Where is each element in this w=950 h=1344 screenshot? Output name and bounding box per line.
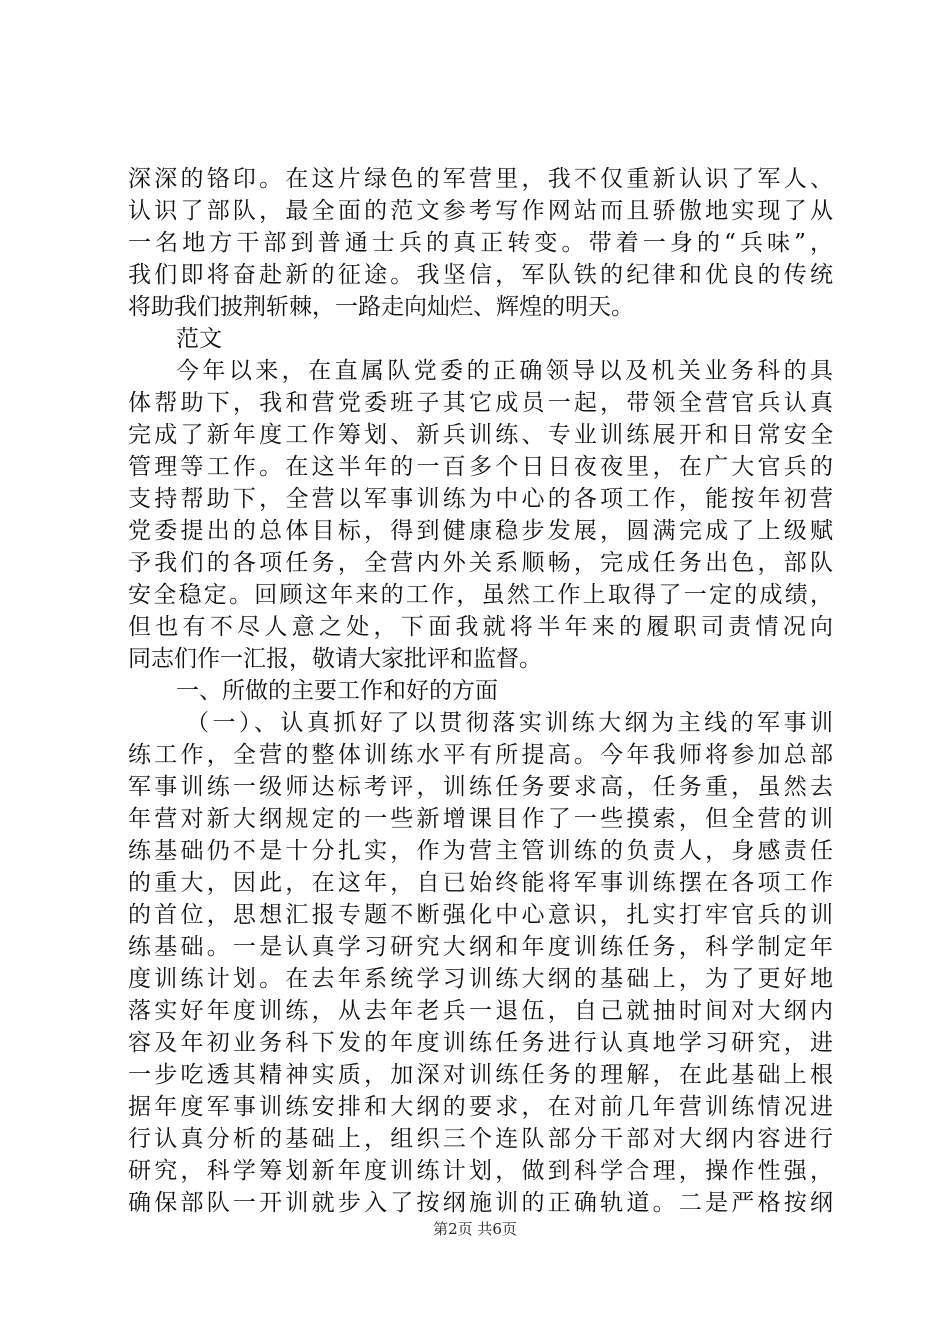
text-line: 完成了新年度工作筹划、新兵训练、专业训练展开和日常安全 [128, 422, 833, 448]
text-line: 我们即将奋赴新的征途。我坚信，军队铁的纪律和优良的传统 [128, 262, 833, 288]
text-line: 管理等工作。在这半年的一百多个日日夜夜里，在广大官兵的 [128, 454, 833, 480]
text-line: 度训练计划。在去年系统学习训练大纲的基础上，为了更好地 [128, 966, 833, 992]
text-line: 练基础仍不是十分扎实，作为营主管训练的负责人，身感责任 [128, 838, 833, 864]
text-line: 党委提出的总体目标，得到健康稳步发展，圆满完成了上级赋 [128, 518, 833, 544]
text-line: 予我们的各项任务，全营内外关系顺畅，完成任务出色，部队 [128, 550, 833, 576]
text-line: 一步吃透其精神实质，加深对训练任务的理解，在此基础上根 [128, 1062, 833, 1088]
text-line: 练基础。一是认真学习研究大纲和年度训练任务，科学制定年 [128, 934, 833, 960]
section-heading: 一、所做的主要工作和好的方面 [176, 678, 498, 704]
document-body [128, 163, 833, 1219]
text-line: 的重大，因此，在这年，自已始终能将军事训练摆在各项工作 [128, 870, 833, 896]
section-heading: 范文 [176, 326, 222, 352]
text-line: 军事训练一级师达标考评，训练任务要求高，任务重，虽然去 [128, 774, 833, 800]
text-line: （一）、认真抓好了以贯彻落实训练大纲为主线的军事训 [186, 710, 833, 736]
text-line: 落实好年度训练，从去年老兵一退伍，自己就抽时间对大纲内 [128, 998, 833, 1024]
text-line: 将助我们披荆斩棘，一路走向灿烂、辉煌的明天。 [128, 294, 634, 320]
text-line: 体帮助下，我和营党委班子其它成员一起，带领全营官兵认真 [128, 390, 833, 416]
text-line: 支持帮助下，全营以军事训练为中心的各项工作，能按年初营 [128, 486, 833, 512]
text-line: 的首位，思想汇报专题不断强化中心意识，扎实打牢官兵的训 [128, 902, 833, 928]
text-line: 容及年初业务科下发的年度训练任务进行认真地学习研究，进 [128, 1030, 833, 1056]
text-line: 年营对新大纲规定的一些新增课目作了一些摸索，但全营的训 [128, 806, 833, 832]
text-line: 一名地方干部到普通士兵的真正转变。带着一身的“兵味”， [128, 230, 833, 256]
text-line: 确保部队一开训就步入了按纲施训的正确轨道。二是严格按纲 [128, 1190, 833, 1216]
text-line: 安全稳定。回顾这年来的工作，虽然工作上取得了一定的成绩， [128, 582, 833, 608]
text-line: 据年度军事训练安排和大纲的要求，在对前几年营训练情况进 [128, 1094, 833, 1120]
text-line: 行认真分析的基础上，组织三个连队部分干部对大纲内容进行 [128, 1126, 833, 1152]
text-line: 研究，科学筹划新年度训练计划，做到科学合理，操作性强， [128, 1158, 833, 1184]
text-line: 同志们作一汇报，敬请大家批评和监督。 [128, 646, 542, 672]
text-line: 练工作，全营的整体训练水平有所提高。今年我师将参加总部 [128, 742, 833, 768]
text-line: 认识了部队，最全面的范文参考写作网站而且骄傲地实现了从 [128, 198, 833, 224]
text-line: 深深的铬印。在这片绿色的军营里，我不仅重新认识了军人、 [128, 166, 833, 192]
text-line: 今年以来，在直属队党委的正确领导以及机关业务科的具 [176, 358, 833, 384]
page-footer: 第2页 共6页 [433, 1220, 517, 1238]
text-line: 但也有不尽人意之处，下面我就将半年来的履职司责情况向 [128, 614, 833, 640]
